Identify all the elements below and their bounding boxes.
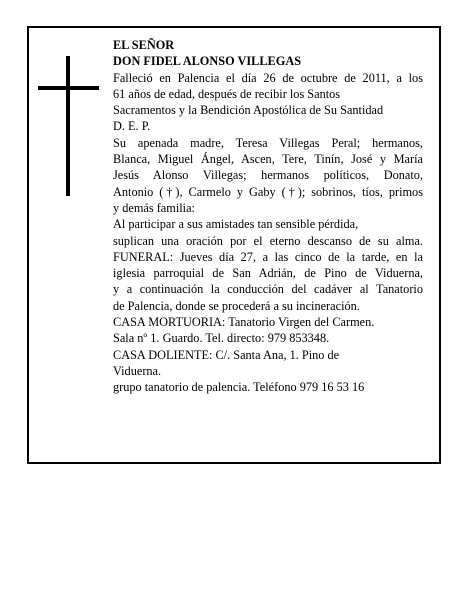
obituary-line: Blanca, Miguel Ángel, Ascen, Tere, Tinín, José y María — [113, 152, 423, 167]
obituary-line: grupo tanatorio de palencia. Teléfono 979 16 53 16 — [113, 380, 365, 395]
obituary-line: y a continuación la conducción del cadáver al Tanatorio — [113, 282, 423, 297]
obituary-line: y demás familia: — [113, 200, 195, 215]
title-line-1: EL SEÑOR — [113, 38, 175, 52]
obituary-line: CASA DOLIENTE: C/. Santa Ana, 1. Pino de — [113, 347, 340, 362]
deceased-name: DON FIDEL ALONSO VILLEGAS — [113, 54, 302, 69]
obituary-line: 61 años de edad, después de recibir los Santos — [113, 86, 341, 101]
obituary-line: CASA MORTUORIA: Tanatorio Virgen del Carmen. — [113, 315, 375, 330]
obituary-text — [113, 37, 423, 396]
obituary-line: Sala nº 1. Guardo. Tel. directo: 979 853348. — [113, 331, 330, 346]
obituary-line: suplican una oración por el eterno descanso de su alma. — [113, 233, 423, 248]
obituary-line: Jesús Alonso Villegas; hermanos políticos, Donato, — [113, 168, 423, 183]
obituary-line: Antonio (†), Carmelo y Gaby (†); sobrinos, tíos, primos — [113, 184, 423, 199]
obituary-line: FUNERAL: Jueves día 27, a las cinco de la tarde, en la — [113, 249, 423, 264]
cross-vertical-bar — [66, 56, 70, 196]
obituary-line: Su apenada madre, Teresa Villegas Peral; hermanos, — [113, 135, 423, 150]
obituary-line: Falleció en Palencia el día 26 de octubre de 2011, a los — [113, 70, 423, 85]
obituary-line: iglesia parroquial de San Adrián, de Pino de Viduerna, — [113, 266, 423, 281]
obituary-line: Sacramentos y la Bendición Apostólica de Su Santidad — [113, 103, 384, 118]
obituary-body — [113, 70, 423, 396]
cross-horizontal-bar — [38, 86, 99, 90]
obituary-line: Viduerna. — [113, 363, 162, 378]
obituary-line: de Palencia, donde se procederá a su incineración. — [113, 298, 360, 313]
obituary-line: D. E. P. — [113, 119, 151, 134]
obituary-line: Al participar a sus amistades tan sensible pérdida, — [113, 217, 359, 232]
